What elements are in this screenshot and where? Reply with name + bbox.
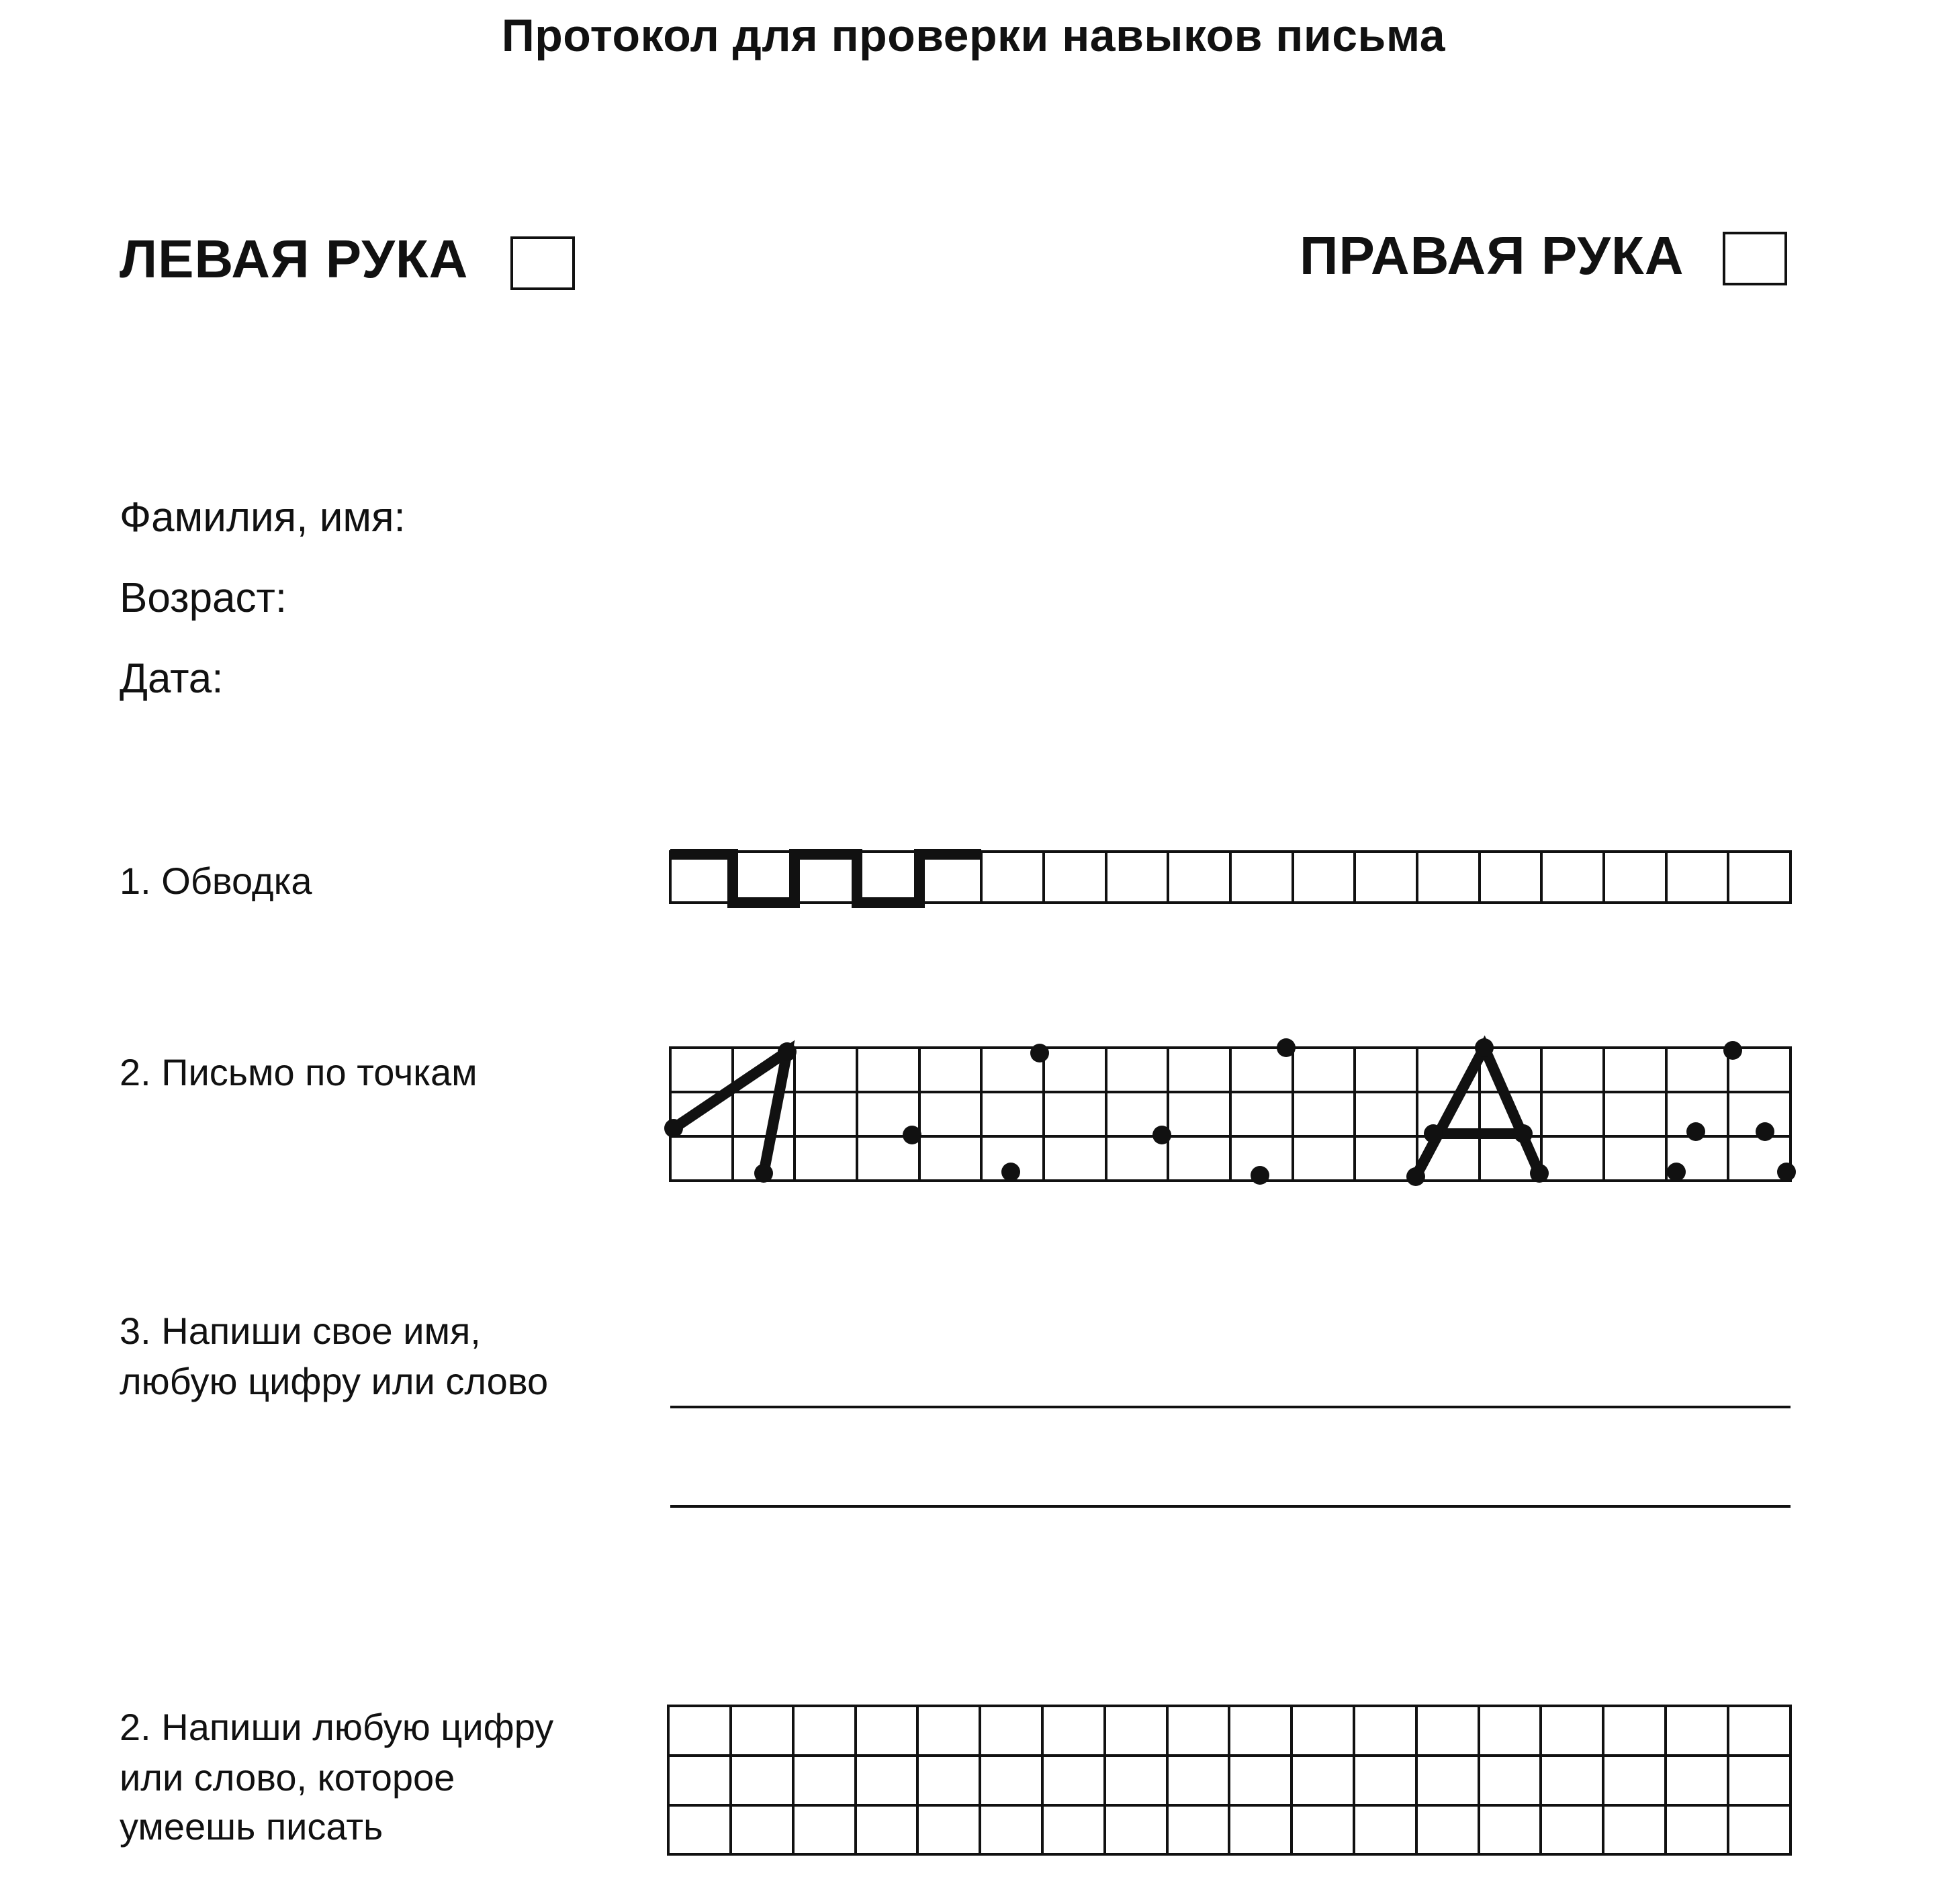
- task-free-label-line1: 2. Напиши любую цифру: [120, 1706, 554, 1748]
- left-hand-label: ЛЕВАЯ РУКА: [120, 229, 469, 289]
- task-dots-label: 2. Письмо по точкам: [120, 1051, 478, 1093]
- task-name-label-line1: 3. Напиши свое имя,: [120, 1310, 481, 1352]
- free-writing-grid[interactable]: [668, 1706, 1791, 1854]
- task-free-label-line2: или слово, которое: [120, 1756, 455, 1799]
- page-title: Протокол для проверки навыков письма: [501, 10, 1446, 61]
- right-hand-label: ПРАВАЯ РУКА: [1300, 226, 1684, 285]
- writing-lines[interactable]: [670, 1407, 1791, 1506]
- name-field-label: Фамилия, имя:: [120, 494, 406, 541]
- age-field-label: Возраст:: [120, 575, 287, 621]
- date-field-label: Дата:: [120, 655, 224, 702]
- dots-grid[interactable]: [670, 1048, 1791, 1181]
- task-name-label-line2: любую цифру или слово: [120, 1360, 549, 1402]
- tracing-sample-stroke: [670, 854, 981, 903]
- task-tracing-label: 1. Обводка: [120, 860, 312, 902]
- task-free-label-line3: умеешь писать: [120, 1805, 383, 1848]
